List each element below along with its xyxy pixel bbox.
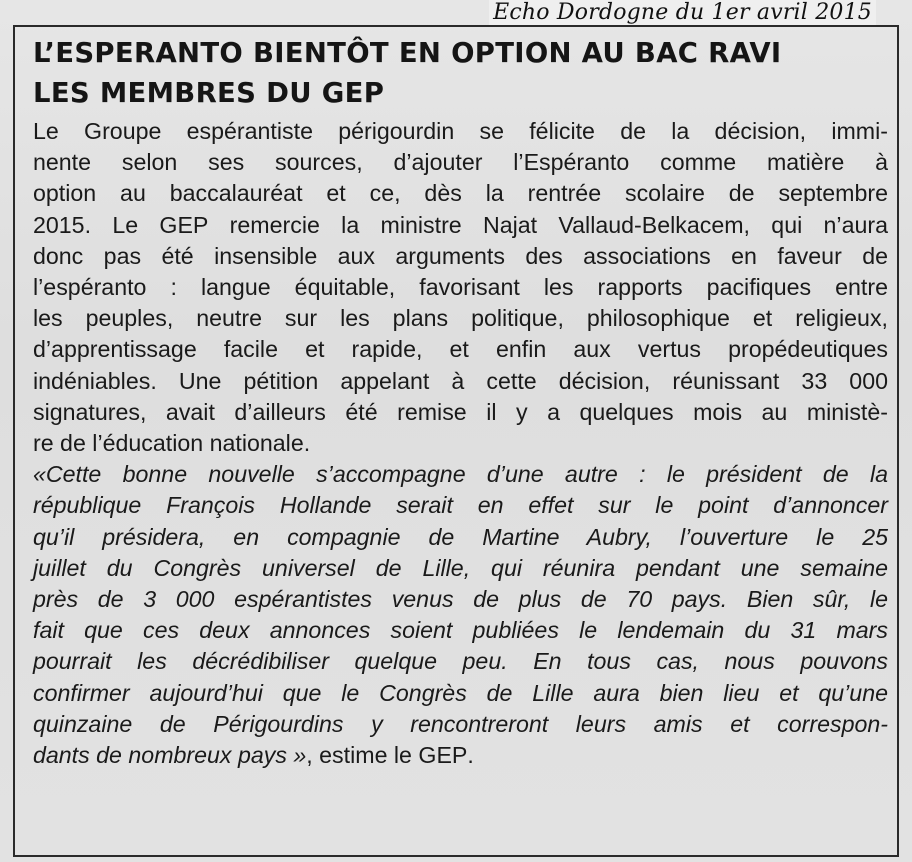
- body-text: 2015. Le G: [33, 211, 178, 238]
- quote-line: quinzaine de Périgourdins y rencontreront leurs amis et correspon-: [33, 710, 888, 737]
- body-text: .: [467, 742, 474, 769]
- body-line: signatures, avait d’ailleurs été remise il y a quelques mois au ministè-: [33, 398, 888, 425]
- quote-line: qu’il présidera, en compagnie de Martine Aubry, l’ouverture le 25: [33, 523, 888, 550]
- headline-line-1: L’ESPERANTO BIENTÔT EN OPTION AU BAC RAVI: [33, 37, 782, 69]
- quote-line: juillet du Congrès universel de Lille, qui réunira pendant une semaine: [33, 554, 888, 581]
- body-line: re de l’éducation nationale.: [33, 430, 311, 457]
- body-line: Le Groupe espérantiste périgourdin se félicite de la décision, immi-: [33, 118, 888, 144]
- body-line: nente selon ses sources, d’ajouter l’Espéranto comme matière à: [33, 149, 888, 176]
- headline-line-2: LES MEMBRES DU GEP: [33, 77, 385, 109]
- body-line: option au baccalauréat et ce, dès la rentrée scolaire de septembre: [33, 180, 888, 207]
- body-line: indéniables. Une pétition appelant à cette décision, réunissant 33 000: [33, 367, 888, 394]
- quote-line: république François Hollande serait en effet sur le point d’annoncer: [33, 492, 888, 519]
- quote-line: confirmer aujourd’hui que le Congrès de Lille aura bien lieu et qu’une: [33, 679, 888, 706]
- source-caption: Echo Dordogne du 1er avril 2015: [489, 0, 876, 25]
- article-body: [33, 116, 888, 771]
- body-line: [33, 210, 888, 241]
- body-line: donc pas été insensible aux arguments des associations en faveur de: [33, 242, 888, 269]
- body-line: d’apprentissage facile et rapide, et enfin aux vertus propédeutiques: [33, 336, 888, 363]
- quote-text: dants de nombreux pays »: [33, 742, 307, 769]
- quote-line: «Cette bonne nouvelle s’accompagne d’une autre : le président de la: [33, 461, 888, 488]
- body-line: [33, 740, 888, 771]
- quote-line: fait que ces deux annonces soient publiées le lendemain du 31 mars: [33, 617, 888, 644]
- quote-line: pourrait les décrédibiliser quelque peu. En tous cas, nous pouvons: [33, 648, 888, 675]
- body-line: l’espéranto : langue équitable, favorisant les rapports pacifiques entre: [33, 274, 888, 301]
- gep-acronym: EP: [177, 211, 209, 238]
- article-headline: [33, 33, 883, 113]
- body-text: , estime le G: [306, 742, 437, 769]
- body-text: remercie la ministre Najat Vallaud-Belkacem, qui n’aura: [208, 211, 888, 238]
- quote-line: près de 3 000 espérantistes venus de plus de 70 pays. Bien sûr, le: [33, 586, 888, 613]
- body-line: les peuples, neutre sur les plans politique, philosophique et religieux,: [33, 305, 888, 332]
- gep-acronym: EP: [436, 742, 468, 769]
